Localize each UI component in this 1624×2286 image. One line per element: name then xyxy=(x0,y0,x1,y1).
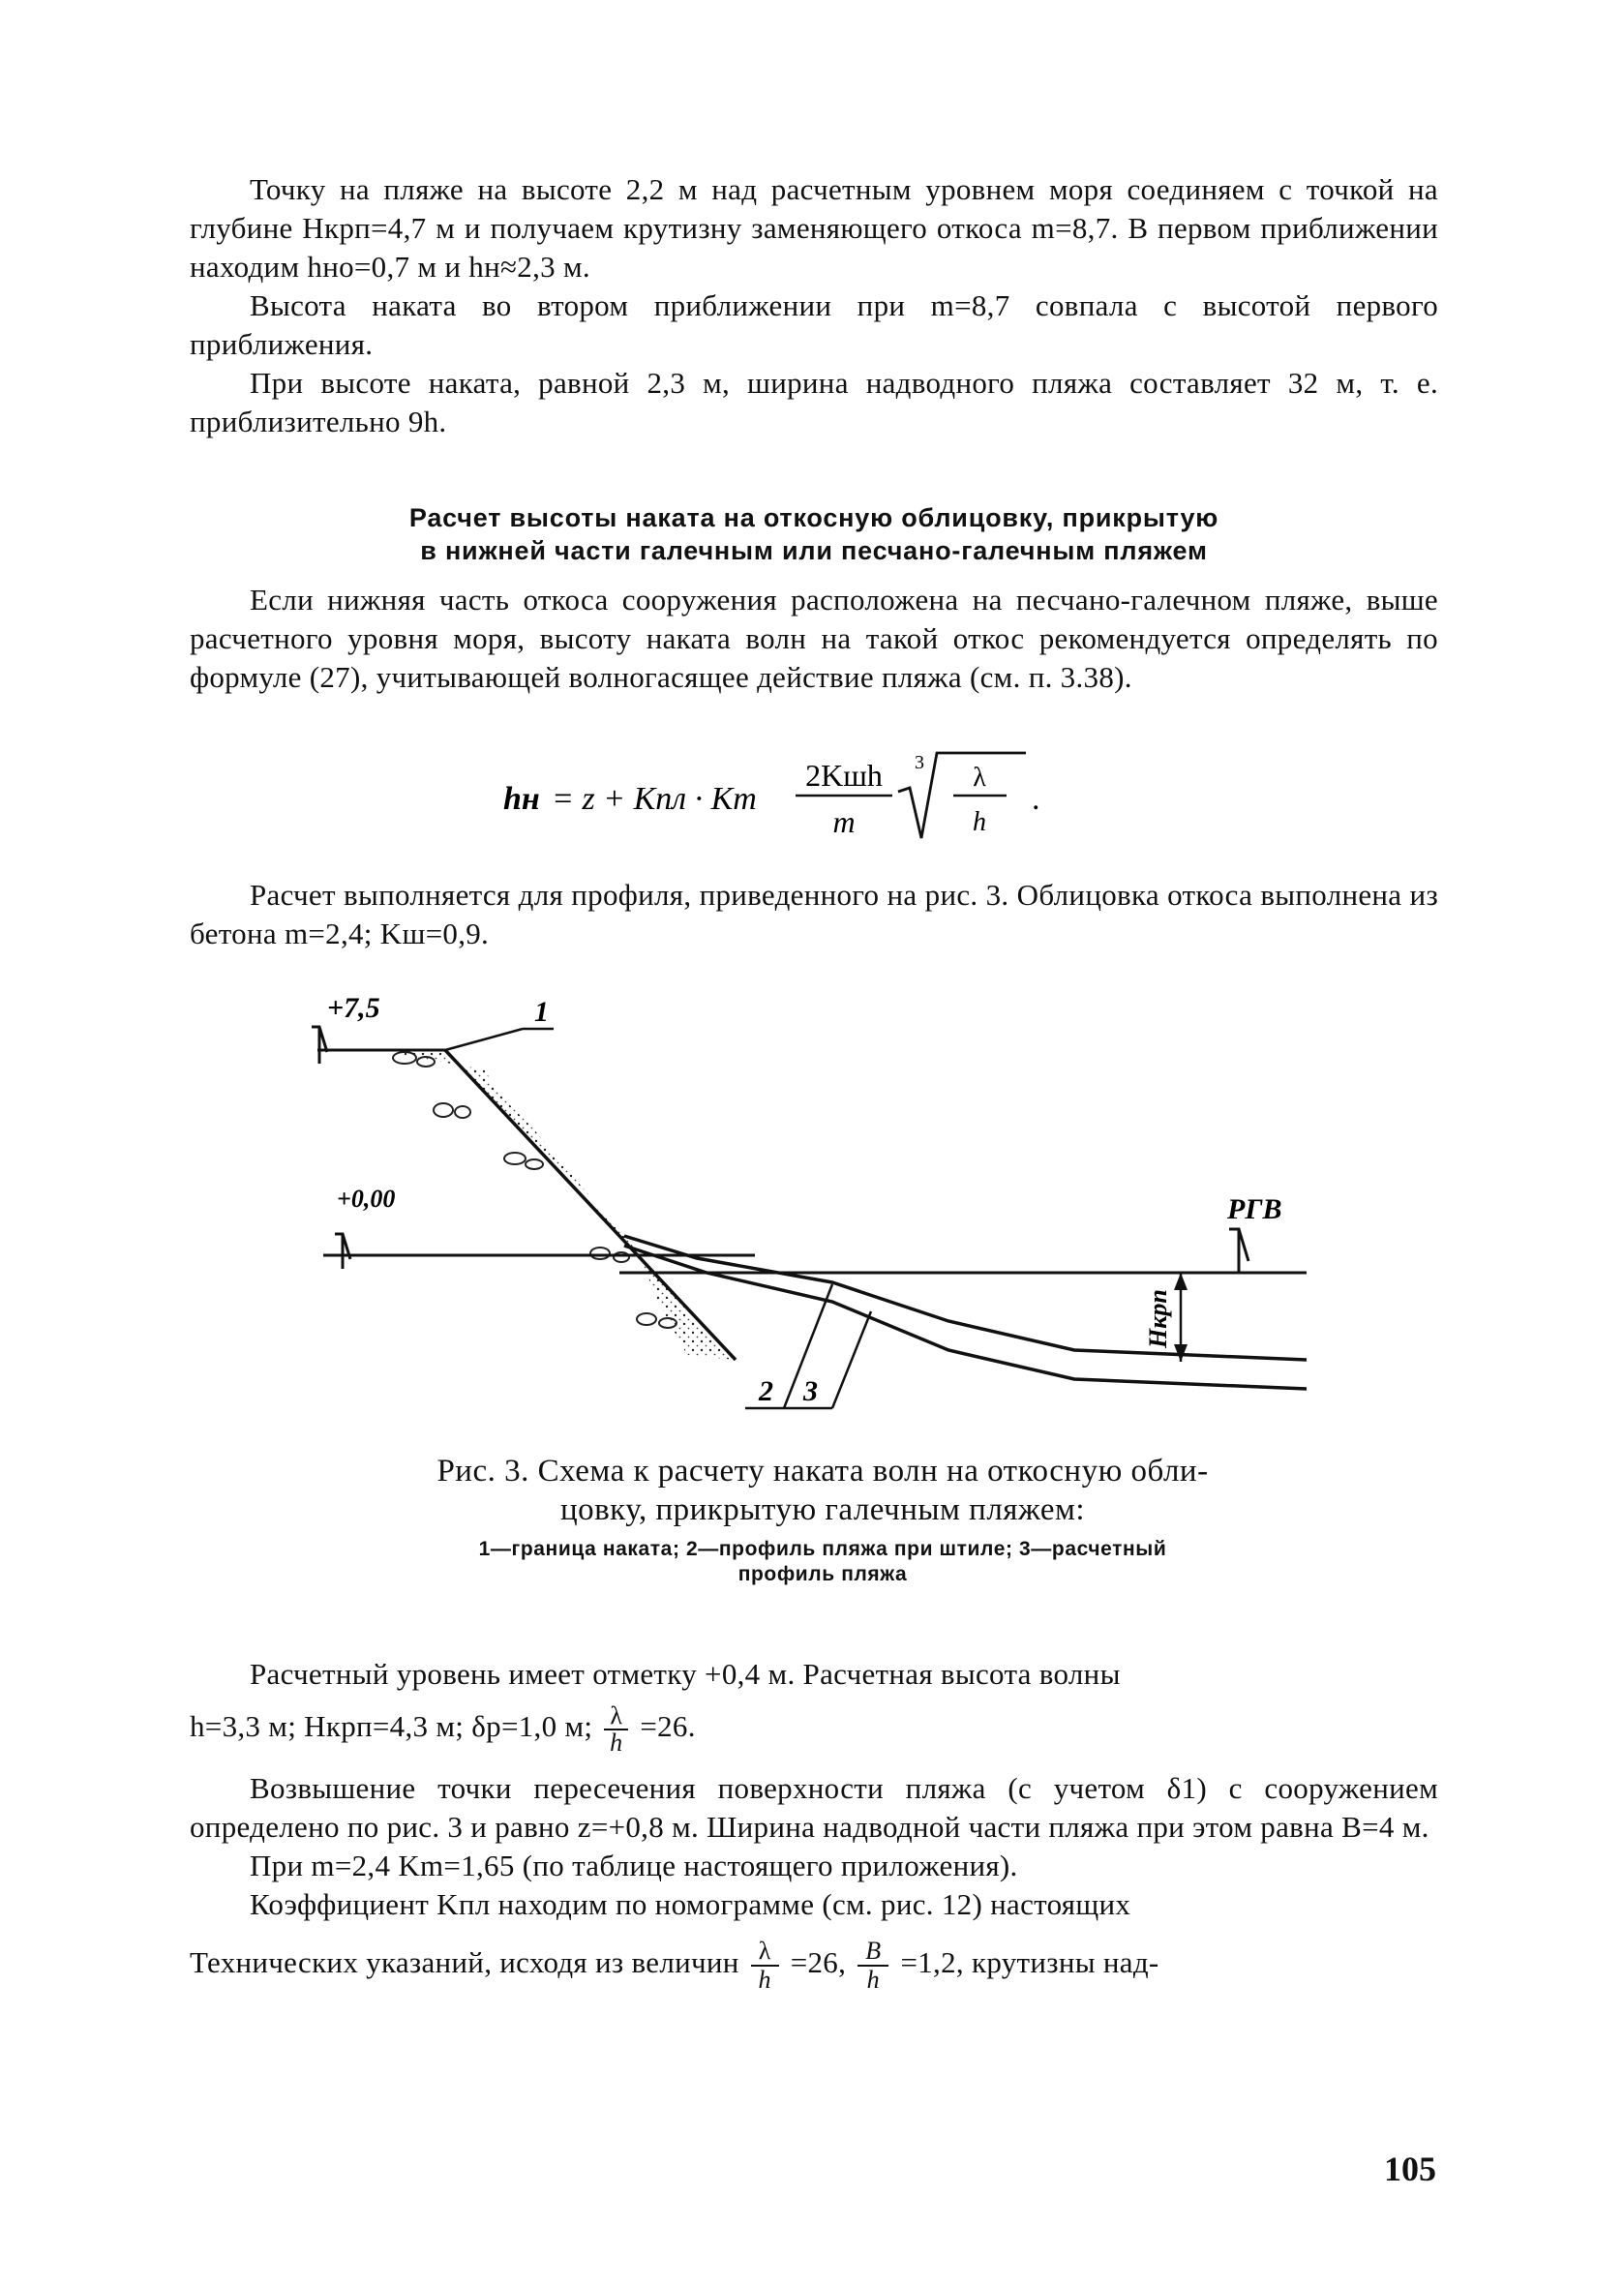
paragraph: При высоте наката, равной 2,3 м, ширина надводного пляжа составляет 32 м, т. е. приблизительно 9h. xyxy=(190,366,1438,438)
fraction-num: λ xyxy=(751,1938,779,1967)
fraction xyxy=(604,1703,628,1756)
section-text-block-2 xyxy=(190,876,1438,953)
paragraph-line xyxy=(190,1938,1438,1994)
text-part: Технических указаний, исходя из величин xyxy=(190,1945,739,1980)
formula xyxy=(484,736,1161,852)
radicand-denominator: h xyxy=(973,807,986,837)
fraction-den: h xyxy=(610,1729,623,1757)
formula-mid: = z + Kпл · Km xyxy=(552,781,757,817)
fraction-num: λ xyxy=(604,1703,628,1730)
paragraph: Возвышение точки пересечения поверхности пляжа (с учетом δ1) с сооружением определено по рис. 3 и равно z=+0,8 м. Ширина надводной части пляжа при этом равна B=4 м. xyxy=(190,1771,1438,1844)
paragraph: Расчет выполняется для профиля, приведенного на рис. 3. Облицовка откоса выполнена из бетона m=2,4; Kш=0,9. xyxy=(190,878,1438,950)
paragraph-line xyxy=(190,1701,1438,1757)
caption-line: цовку, прикрытую галечным пляжем: xyxy=(559,1492,1086,1527)
pebble-symbols xyxy=(393,1052,677,1328)
radicand-numerator: λ xyxy=(973,763,986,793)
leader-line-1 xyxy=(445,1029,523,1050)
caption-line: Рис. 3. Схема к расчету наката волн на откосную обли- xyxy=(436,1454,1209,1489)
paragraph: Точку на пляже на высоте 2,2 м над расчетным уровнем моря соединяем с точкой на глубине Hкрп=4,7 м и получаем крутизну заменяющего откоса m=8,7. В первом приближении находим hно=0,7 м и hн≈2,3 м. xyxy=(190,172,1438,284)
heading-line: Расчет высоты наката на откосную облицовку, прикрытую xyxy=(408,503,1219,532)
fraction xyxy=(857,1938,888,1994)
paragraph: Коэффициент Kпл находим по номограмме (см. рис. 12) настоящих xyxy=(250,1887,1131,1921)
section-text-block xyxy=(190,581,1438,697)
label-rgv: РГВ xyxy=(1227,1193,1282,1225)
fraction-den: h xyxy=(758,1966,771,1994)
figure-legend xyxy=(290,1537,1355,1587)
values-text: =26. xyxy=(640,1709,696,1744)
formula-denominator: m xyxy=(832,804,856,839)
text-part: =26, xyxy=(790,1945,847,1980)
label-1: 1 xyxy=(534,996,549,1028)
label-top-elevation: +7,5 xyxy=(327,992,380,1024)
values-text: h=3,3 м; Hкрп=4,3 м; δр=1,0 м; xyxy=(190,1709,593,1744)
top-text-block xyxy=(190,170,1438,441)
heading-line: в нижней части галечным или песчано-галечным пляжем xyxy=(420,536,1208,565)
formula-numerator: 2Kшh xyxy=(805,758,883,793)
fraction xyxy=(751,1938,779,1994)
formula-end: . xyxy=(1032,781,1040,817)
figure-caption xyxy=(290,1452,1355,1529)
legend-line: 1—граница наката; 2—профиль пляжа при штиле; 3—расчетный xyxy=(478,1538,1167,1560)
fraction-den: h xyxy=(866,1966,880,1994)
root-index: 3 xyxy=(915,752,924,773)
page-number: 105 xyxy=(1384,2150,1436,2188)
paragraph: Если нижняя часть откоса сооружения расположена на песчано-галечном пляже, выше расчетного уровня моря, высоту наката волн на такой откос рекомендуется определять по формуле (27), учитывающей волногасящее действие пляжа (см. п. 3.38). xyxy=(190,583,1438,694)
paragraph: Высота наката во втором приближении при m=8,7 совпала с высотой первого приближения. xyxy=(190,288,1438,361)
label-zero: +0,00 xyxy=(337,1185,396,1213)
slope-cladding-line xyxy=(445,1050,736,1360)
bottom-text-block xyxy=(190,1655,1438,1994)
paragraph: Расчетный уровень имеет отметку +0,4 м. Расчетная высота волны xyxy=(250,1657,1121,1691)
fraction-num: B xyxy=(857,1938,888,1967)
pebble-zone xyxy=(376,1050,736,1360)
paragraph: При m=2,4 Km=1,65 (по таблице настоящего приложения). xyxy=(250,1849,1018,1882)
label-3: 3 xyxy=(803,1375,818,1407)
text-part: =1,2, крутизны над- xyxy=(900,1945,1159,1980)
label-hkrp: Hкрп xyxy=(1144,1289,1172,1348)
legend-line: профиль пляжа xyxy=(737,1563,908,1585)
leader-line-3 xyxy=(832,1311,871,1408)
formula-lhs: hн xyxy=(503,781,540,817)
figure-3-diagram xyxy=(290,982,1355,1428)
label-2: 2 xyxy=(759,1375,773,1407)
dimension-arrow xyxy=(1174,1273,1188,1290)
section-heading xyxy=(190,501,1438,567)
beach-profile-design xyxy=(624,1246,1307,1389)
